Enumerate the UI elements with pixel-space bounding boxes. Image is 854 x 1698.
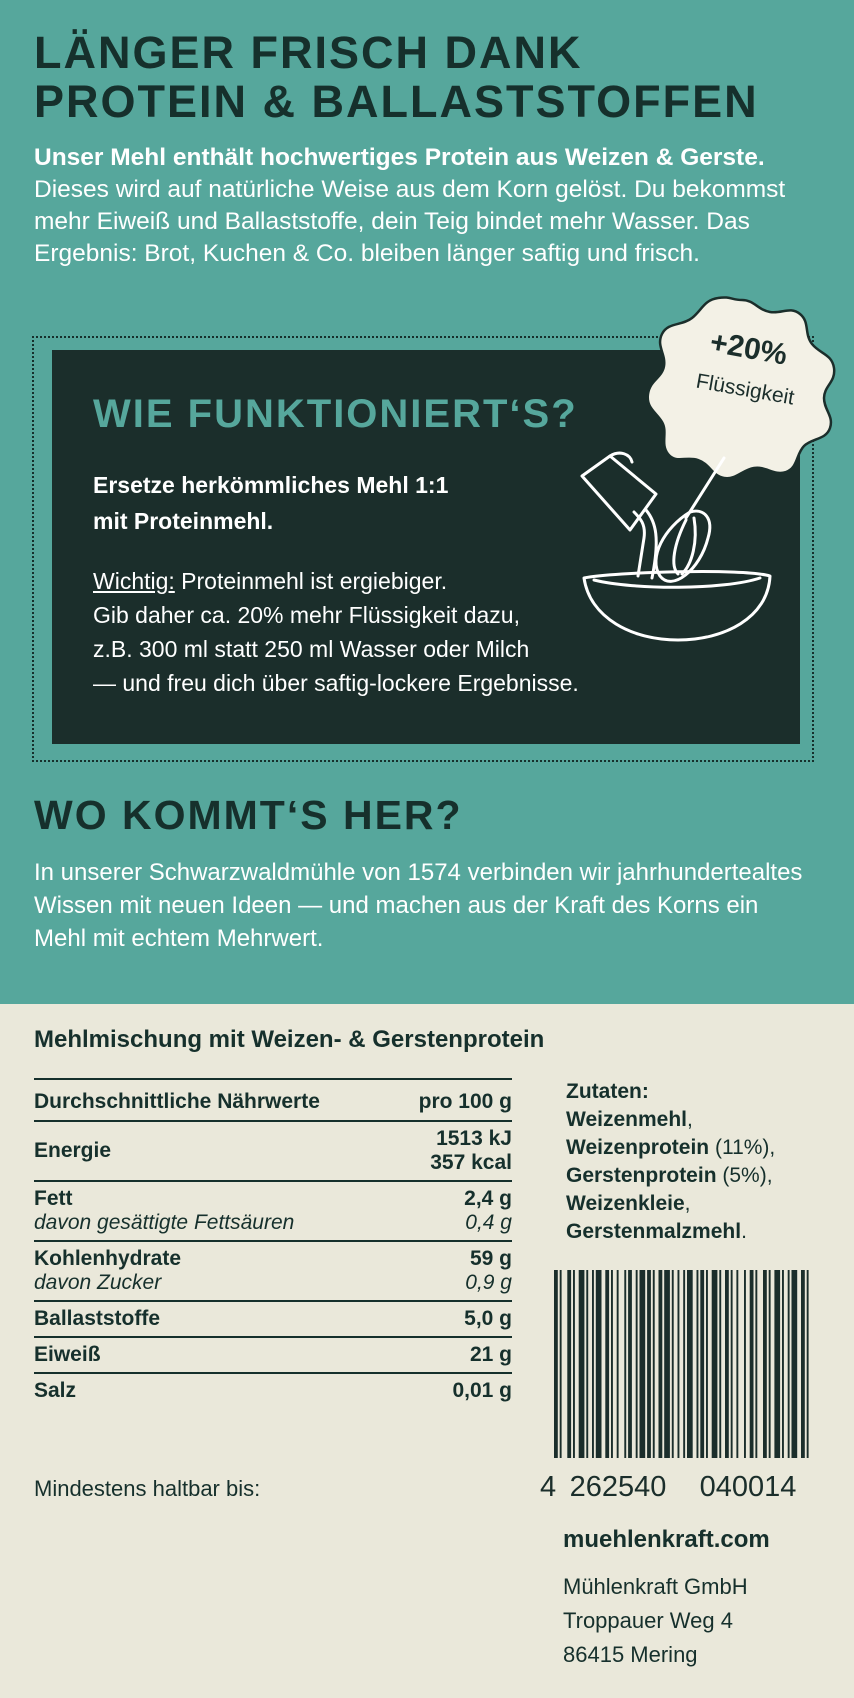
- badge-value: +20%: [707, 325, 790, 372]
- barcode-bar: [725, 1270, 729, 1458]
- website-link[interactable]: muehlenkraft.com: [563, 1526, 770, 1553]
- ingredient-4-sep: ,: [684, 1192, 691, 1215]
- energy-label: Energie: [34, 1139, 112, 1162]
- barcode-bar: [687, 1270, 693, 1458]
- barcode-bar: [731, 1270, 733, 1458]
- barcode-bar: [586, 1270, 588, 1458]
- intro-text: Dieses wird auf natürliche Weise aus dem Korn gelöst. Du bekommst mehr Eiweiß und Ballaststoffe, dein Teig bindet mehr Wasser. Das Ergebnis: Brot, Kuchen & Co. bleiben länger saftig und frisch.: [34, 176, 786, 267]
- ingredients-title: Zutaten:: [566, 1080, 649, 1103]
- carb-values: [465, 1247, 512, 1295]
- carb-value: 59 g: [469, 1247, 512, 1270]
- pouring-bowl-illustration: [574, 448, 784, 648]
- barcode-bar: [736, 1270, 738, 1458]
- ingredient-3-note: (5%),: [716, 1164, 773, 1187]
- energy-values: [430, 1127, 512, 1175]
- barcode-bar: [763, 1270, 767, 1458]
- barcode-bar: [573, 1270, 575, 1458]
- fat-label: Fett: [34, 1187, 73, 1210]
- ingredient-5: Gerstenmalzmehl: [566, 1220, 742, 1243]
- barcode-bar: [636, 1270, 638, 1458]
- how-bold-line2: mit Proteinmehl.: [93, 508, 274, 534]
- barcode-bar: [719, 1270, 721, 1458]
- headline-line2: PROTEIN & BALLASTSTOFFEN: [34, 76, 759, 127]
- fat-value: 2,4 g: [464, 1187, 512, 1210]
- ingredient-5-sep: .: [741, 1220, 747, 1243]
- protein-row: [34, 1338, 512, 1374]
- origin-text: In unserer Schwarzwaldmühle von 1574 verbinden wir jahrhundertealtes Wissen mit neuen Ideen — und machen aus der Kraft des Korns ein Mehl mit echtem Mehrwert.: [34, 859, 803, 952]
- barcode-bar: [755, 1270, 757, 1458]
- barcode-bar: [653, 1270, 655, 1458]
- energy-kj: 1513 kJ: [436, 1127, 512, 1150]
- barcode-bar: [807, 1270, 809, 1458]
- barcode-bar: [788, 1270, 790, 1458]
- barcode-digits-left: 262540: [569, 1471, 667, 1502]
- barcode-bar: [801, 1270, 805, 1458]
- fat-row: [34, 1182, 512, 1242]
- barcode-bar: [706, 1270, 708, 1458]
- carb-labels: [34, 1247, 181, 1295]
- barcode-bar: [792, 1270, 798, 1458]
- whisk-icon: [686, 458, 724, 518]
- barcode-bar: [592, 1270, 594, 1458]
- barcode-bar: [712, 1270, 718, 1458]
- salt-row: [34, 1374, 512, 1408]
- company-name: Mühlenkraft GmbH: [563, 1574, 748, 1599]
- product-name: Mehlmischung mit Weizen- & Gerstenprotein: [34, 1026, 545, 1053]
- how-line2: Gib daher ca. 20% mehr Flüssigkeit dazu,: [93, 602, 520, 628]
- fiber-value: 5,0 g: [464, 1307, 512, 1330]
- salt-value: 0,01 g: [452, 1379, 512, 1402]
- how-title: WIE FUNKTIONIERT‘S?: [93, 392, 578, 436]
- important-label: Wichtig:: [93, 568, 175, 594]
- saturated-value: 0,4 g: [465, 1211, 512, 1234]
- barcode-bar: [611, 1270, 613, 1458]
- best-before: Mindestens haltbar bis:: [34, 1476, 261, 1501]
- ingredient-2-note: (11%),: [709, 1136, 776, 1159]
- how-line1: Proteinmehl ist ergiebiger.: [174, 568, 448, 594]
- carb-row: [34, 1242, 512, 1302]
- barcode-bar: [554, 1270, 558, 1458]
- headline-line1: LÄNGER FRISCH DANK: [34, 27, 583, 78]
- barcode-bar: [659, 1270, 663, 1458]
- barcode-bar: [567, 1270, 571, 1458]
- company-city: 86415 Mering: [563, 1642, 698, 1667]
- barcode-bar: [640, 1270, 646, 1458]
- sugar-value: 0,9 g: [465, 1271, 512, 1294]
- barcode-bar: [624, 1270, 626, 1458]
- barcode-bar: [769, 1270, 771, 1458]
- intro-paragraph: [34, 142, 794, 270]
- how-line3: z.B. 300 ml statt 250 ml Wasser oder Milch: [93, 636, 530, 662]
- how-bold: [93, 467, 448, 539]
- nutrition-header-value: pro 100 g: [418, 1090, 512, 1113]
- carb-label: Kohlenhydrate: [34, 1247, 182, 1270]
- nutrition-header-row: [34, 1080, 512, 1122]
- salt-label: Salz: [34, 1379, 77, 1402]
- company-street: Troppauer Weg 4: [563, 1608, 733, 1633]
- barcode-bar: [750, 1270, 754, 1458]
- barcode-bar: [782, 1270, 784, 1458]
- barcode-bar: [605, 1270, 609, 1458]
- barcode-bars: [554, 1270, 809, 1458]
- protein-value: 21 g: [469, 1343, 512, 1366]
- how-bold-line1: Ersetze herkömmliches Mehl 1:1: [93, 472, 449, 498]
- barcode-bar: [672, 1270, 674, 1458]
- fiber-row: [34, 1302, 512, 1338]
- barcode-bar: [579, 1270, 585, 1458]
- barcode-bar: [774, 1270, 780, 1458]
- sugar-label: davon Zucker: [34, 1271, 162, 1294]
- barcode-bar: [596, 1270, 602, 1458]
- nutrition-header-label: Durchschnittliche Nährwerte: [34, 1090, 320, 1113]
- ingredient-4: Weizenkleie: [566, 1192, 685, 1215]
- saturated-label: davon gesättigte Fettsäuren: [34, 1211, 295, 1234]
- barcode-bar: [664, 1270, 670, 1458]
- intro-bold: Unser Mehl enthält hochwertiges Protein aus Weizen & Gerste.: [34, 144, 765, 171]
- barcode-bar: [700, 1270, 704, 1458]
- measuring-cup-icon: [582, 456, 656, 530]
- ingredient-3: Gerstenprotein: [566, 1164, 717, 1187]
- badge-label: Flüssigkeit: [694, 369, 796, 410]
- fat-labels: [34, 1187, 294, 1235]
- barcode-bar: [560, 1270, 562, 1458]
- barcode-bar: [683, 1270, 685, 1458]
- barcode-digit-1: 4: [540, 1471, 557, 1502]
- ingredient-1-sep: ,: [686, 1108, 693, 1131]
- ingredients: [566, 1078, 846, 1246]
- barcode-bar: [678, 1270, 680, 1458]
- barcode: [536, 1270, 818, 1502]
- fiber-label: Ballaststoffe: [34, 1307, 161, 1330]
- barcode-bar: [617, 1270, 619, 1458]
- barcode-bar: [697, 1270, 699, 1458]
- ingredient-2: Weizenprotein: [566, 1136, 710, 1159]
- energy-kcal: 357 kcal: [430, 1151, 512, 1174]
- barcode-bar: [628, 1270, 632, 1458]
- barcode-digits-right: 040014: [699, 1471, 797, 1502]
- how-line4: — und freu dich über saftig-lockere Ergebnisse.: [93, 670, 579, 696]
- barcode-bar: [647, 1270, 651, 1458]
- nutrition-table: [34, 1078, 512, 1408]
- energy-row: [34, 1122, 512, 1182]
- protein-label: Eiweiß: [34, 1343, 101, 1366]
- ingredient-1: Weizenmehl: [566, 1108, 687, 1131]
- company-address: [563, 1570, 748, 1672]
- fat-values: [464, 1187, 512, 1235]
- barcode-bar: [744, 1270, 746, 1458]
- headline: [34, 28, 759, 126]
- origin-title: WO KOMMT‘S HER?: [34, 792, 463, 838]
